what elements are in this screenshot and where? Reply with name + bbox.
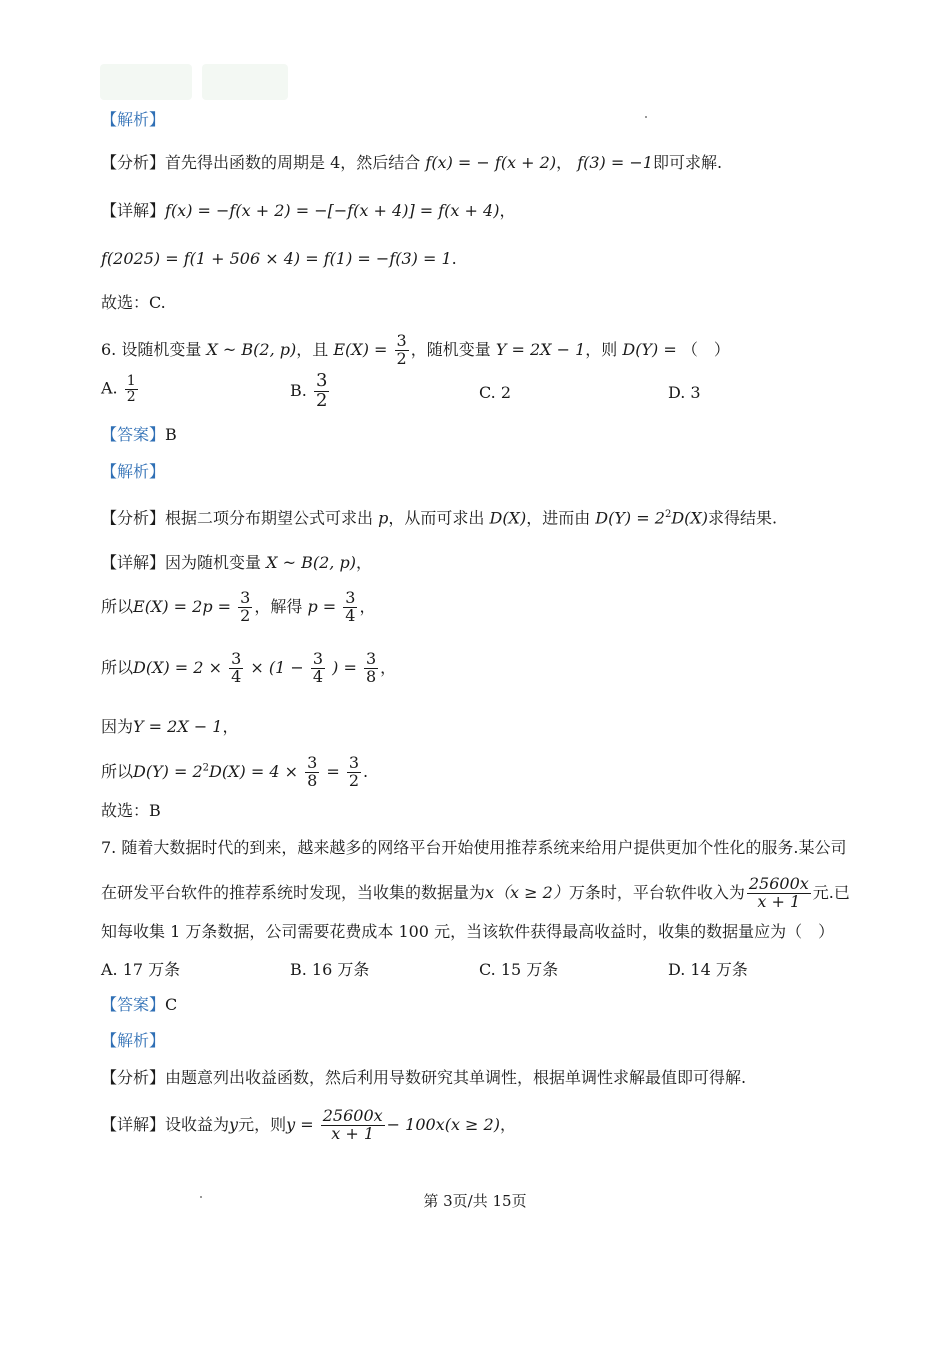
analysis-text: 首先得出函数的周期是 4，然后结合	[165, 153, 421, 172]
math-expression: E(X) = 2p =	[133, 596, 232, 616]
q7-option-c: C. 15 万条	[479, 960, 559, 979]
fraction	[314, 372, 329, 411]
fraction	[229, 651, 243, 686]
blank-paren: （ ）	[681, 339, 730, 359]
q6-choice: 故选：B	[101, 801, 161, 820]
q7-detail-line-1	[101, 1108, 870, 1143]
math-expression: y	[229, 1114, 239, 1134]
math-expression: × (1 −	[250, 657, 304, 677]
q5-detail-line-2	[101, 247, 870, 271]
fraction-numerator: 3	[240, 588, 251, 607]
q7-stem-line-1: 7. 随着大数据时代的到来，越来越多的网络平台开始使用推荐系统来给用户提供更加个性化的服务.某公司	[101, 838, 847, 857]
fraction-denominator: 4	[345, 605, 356, 625]
detail-text: 因为	[101, 717, 134, 736]
q7-stem-line-3: 知每收集 1 万条数据，公司需要花费成本 100 元，当该软件获得最高收益时，收集的数据量应为（ ）	[101, 922, 835, 941]
q7-analysis	[101, 1066, 870, 1090]
q6-stem	[101, 333, 870, 368]
math-expression: p	[378, 508, 389, 528]
stray-dot	[645, 116, 647, 118]
analysis-tag: 【解析】	[101, 110, 166, 129]
stem-text: ，则	[585, 339, 618, 359]
detail-text: ，解得	[254, 596, 303, 616]
punctuation: ，	[499, 201, 516, 220]
fraction	[364, 651, 378, 686]
punctuation: .	[451, 249, 457, 268]
q5-analysis	[101, 151, 870, 175]
fraction-denominator: x + 1	[757, 891, 801, 911]
math-expression: f(2025) = f(1 + 506 × 4) = f(1) = −f(3) = 1	[101, 249, 452, 268]
q6-option-b	[290, 372, 331, 411]
fraction	[347, 755, 361, 790]
math-expression: Y = 2X − 1	[133, 717, 223, 736]
detail-label: 【详解】	[101, 201, 166, 220]
analysis-text: 由题意列出收益函数，然后利用导数研究其单调性，根据单调性求解最值即可得解.	[165, 1068, 747, 1087]
fraction-numerator: 25600x	[748, 874, 809, 893]
fraction-denominator: 2	[315, 389, 328, 411]
analysis-label: 【分析】	[101, 508, 166, 528]
detail-text: 所以	[101, 657, 134, 677]
fraction-numerator: 3	[365, 649, 377, 668]
math-expression: x	[485, 882, 495, 902]
fraction	[321, 1108, 385, 1143]
q6-detail-line-4	[101, 715, 870, 739]
option-label: A.	[101, 378, 118, 398]
q6-option-a	[101, 374, 140, 404]
math-expression: D(X)	[671, 508, 709, 528]
stem-text: ，随机变量	[410, 339, 491, 359]
punctuation: .	[363, 761, 369, 781]
blurred-header-block	[100, 64, 192, 100]
math-expression: D(X) = 2 ×	[133, 657, 222, 677]
fraction-denominator: 8	[307, 770, 318, 790]
superscript: 2	[664, 509, 672, 520]
math-expression: D(Y) =	[622, 339, 677, 359]
fraction	[305, 755, 319, 790]
q7-answer	[101, 993, 870, 1017]
q7-option-a: A. 17 万条	[101, 960, 181, 979]
stem-text: 万条时，平台软件收入为	[568, 882, 745, 902]
math-expression: E(X) =	[333, 339, 388, 359]
detail-text: 所以	[101, 596, 134, 616]
math-expression: − 100x(x ≥ 2)	[386, 1114, 500, 1134]
math-expression: p =	[307, 596, 337, 616]
q7-option-d: D. 14 万条	[668, 960, 748, 979]
detail-text: 因为随机变量	[165, 553, 262, 572]
analysis-tag: 【解析】	[101, 1031, 166, 1050]
math-expression: f(x) = −f(x + 2) = −[−f(x + 4)] = f(x + 4)	[165, 201, 500, 220]
fraction	[343, 590, 357, 625]
fraction-numerator: 3	[231, 649, 242, 668]
math-expression: ) =	[332, 657, 357, 677]
fraction-denominator: 2	[126, 388, 136, 405]
math-expression: D(Y) = 2	[133, 761, 203, 781]
q6-analysis	[101, 503, 870, 530]
answer-value: C	[165, 995, 178, 1014]
analysis-text: 根据二项分布期望公式可求出	[165, 508, 374, 528]
punctuation: ，	[499, 1114, 516, 1134]
detail-text: 元，则	[238, 1114, 287, 1134]
fraction-numerator: 1	[126, 373, 136, 389]
punctuation: ，	[380, 657, 397, 677]
fraction	[311, 651, 325, 686]
q6-option-c: C. 2	[479, 383, 512, 402]
detail-text: 所以	[101, 761, 134, 781]
analysis-heading	[101, 1029, 870, 1053]
q6-detail-line-5	[101, 755, 870, 790]
q7-option-b: B. 16 万条	[290, 960, 370, 979]
detail-text: 设收益为	[165, 1114, 230, 1134]
q5-detail-line-1	[101, 199, 870, 223]
q6-detail-line-2	[101, 590, 870, 625]
stem-text: 在研发平台软件的推荐系统时发现，当收集的数据量为	[101, 882, 486, 902]
fraction-numerator: 3	[345, 588, 356, 607]
punctuation: ，	[222, 717, 239, 736]
fraction-denominator: 4	[231, 666, 242, 686]
q6-option-d: D. 3	[668, 383, 701, 402]
answer-tag: 【答案】	[101, 425, 166, 444]
analysis-heading	[101, 108, 870, 132]
analysis-label: 【分析】	[101, 1068, 166, 1087]
math-expression: y =	[286, 1114, 314, 1134]
fraction-numerator: 3	[312, 649, 324, 668]
analysis-heading	[101, 460, 870, 484]
analysis-text: 即可求解.	[652, 153, 723, 172]
fraction-denominator: 2	[348, 770, 360, 790]
math-expression: f(x) = − f(x + 2)	[425, 153, 557, 172]
q7-stem-line-2	[101, 876, 870, 911]
stem-text: ，且	[296, 339, 329, 359]
analysis-text: 求得结果.	[708, 508, 778, 528]
page-footer: 第 3页/共 15页	[423, 1192, 527, 1210]
fraction-denominator: 8	[365, 666, 377, 686]
analysis-tag: 【解析】	[101, 462, 166, 481]
stem-text: 6. 设随机变量	[101, 339, 202, 359]
punctuation: ，	[556, 153, 573, 172]
math-expression: f(3) = −1	[577, 153, 653, 172]
q6-detail-line-1	[101, 551, 870, 575]
q5-choice: 故选：C.	[101, 293, 166, 312]
option-label: B.	[290, 380, 307, 400]
fraction-denominator: 2	[396, 348, 407, 368]
fraction	[238, 590, 252, 625]
answer-value: B	[165, 425, 177, 444]
fraction	[747, 876, 811, 911]
math-expression: D(Y) = 2	[595, 508, 665, 528]
fraction	[395, 333, 409, 368]
fraction-denominator: x + 1	[331, 1123, 375, 1143]
blurred-header-block	[202, 64, 288, 100]
analysis-text: ，进而由	[526, 508, 591, 528]
math-expression: D(X)	[489, 508, 527, 528]
math-expression: X ~ B(2, p)	[206, 339, 297, 359]
math-expression: D(X) = 4 ×	[209, 761, 298, 781]
answer-tag: 【答案】	[101, 995, 166, 1014]
analysis-label: 【分析】	[101, 153, 166, 172]
punctuation: ，	[355, 553, 372, 572]
detail-label: 【详解】	[101, 1114, 166, 1134]
fraction	[125, 374, 138, 404]
q6-detail-line-3	[101, 651, 870, 686]
fraction-numerator: 3	[307, 753, 318, 772]
stem-text: 元.已	[812, 882, 850, 902]
fraction-numerator: 25600x	[322, 1106, 383, 1125]
math-expression: X ~ B(2, p)	[266, 553, 356, 572]
fraction-numerator: 3	[396, 331, 407, 350]
superscript: 2	[202, 762, 210, 774]
math-expression: Y = 2X − 1	[495, 339, 586, 359]
punctuation: ，	[359, 596, 376, 616]
fraction-denominator: 4	[312, 666, 324, 686]
fraction-numerator: 3	[315, 370, 328, 391]
math-expression: =	[326, 761, 340, 781]
detail-label: 【详解】	[101, 553, 166, 572]
analysis-text: ，从而可求出	[388, 508, 485, 528]
fraction-denominator: 2	[240, 605, 251, 625]
q6-answer	[101, 423, 870, 447]
fraction-numerator: 3	[348, 753, 360, 772]
math-expression: （x ≥ 2）	[494, 882, 569, 902]
